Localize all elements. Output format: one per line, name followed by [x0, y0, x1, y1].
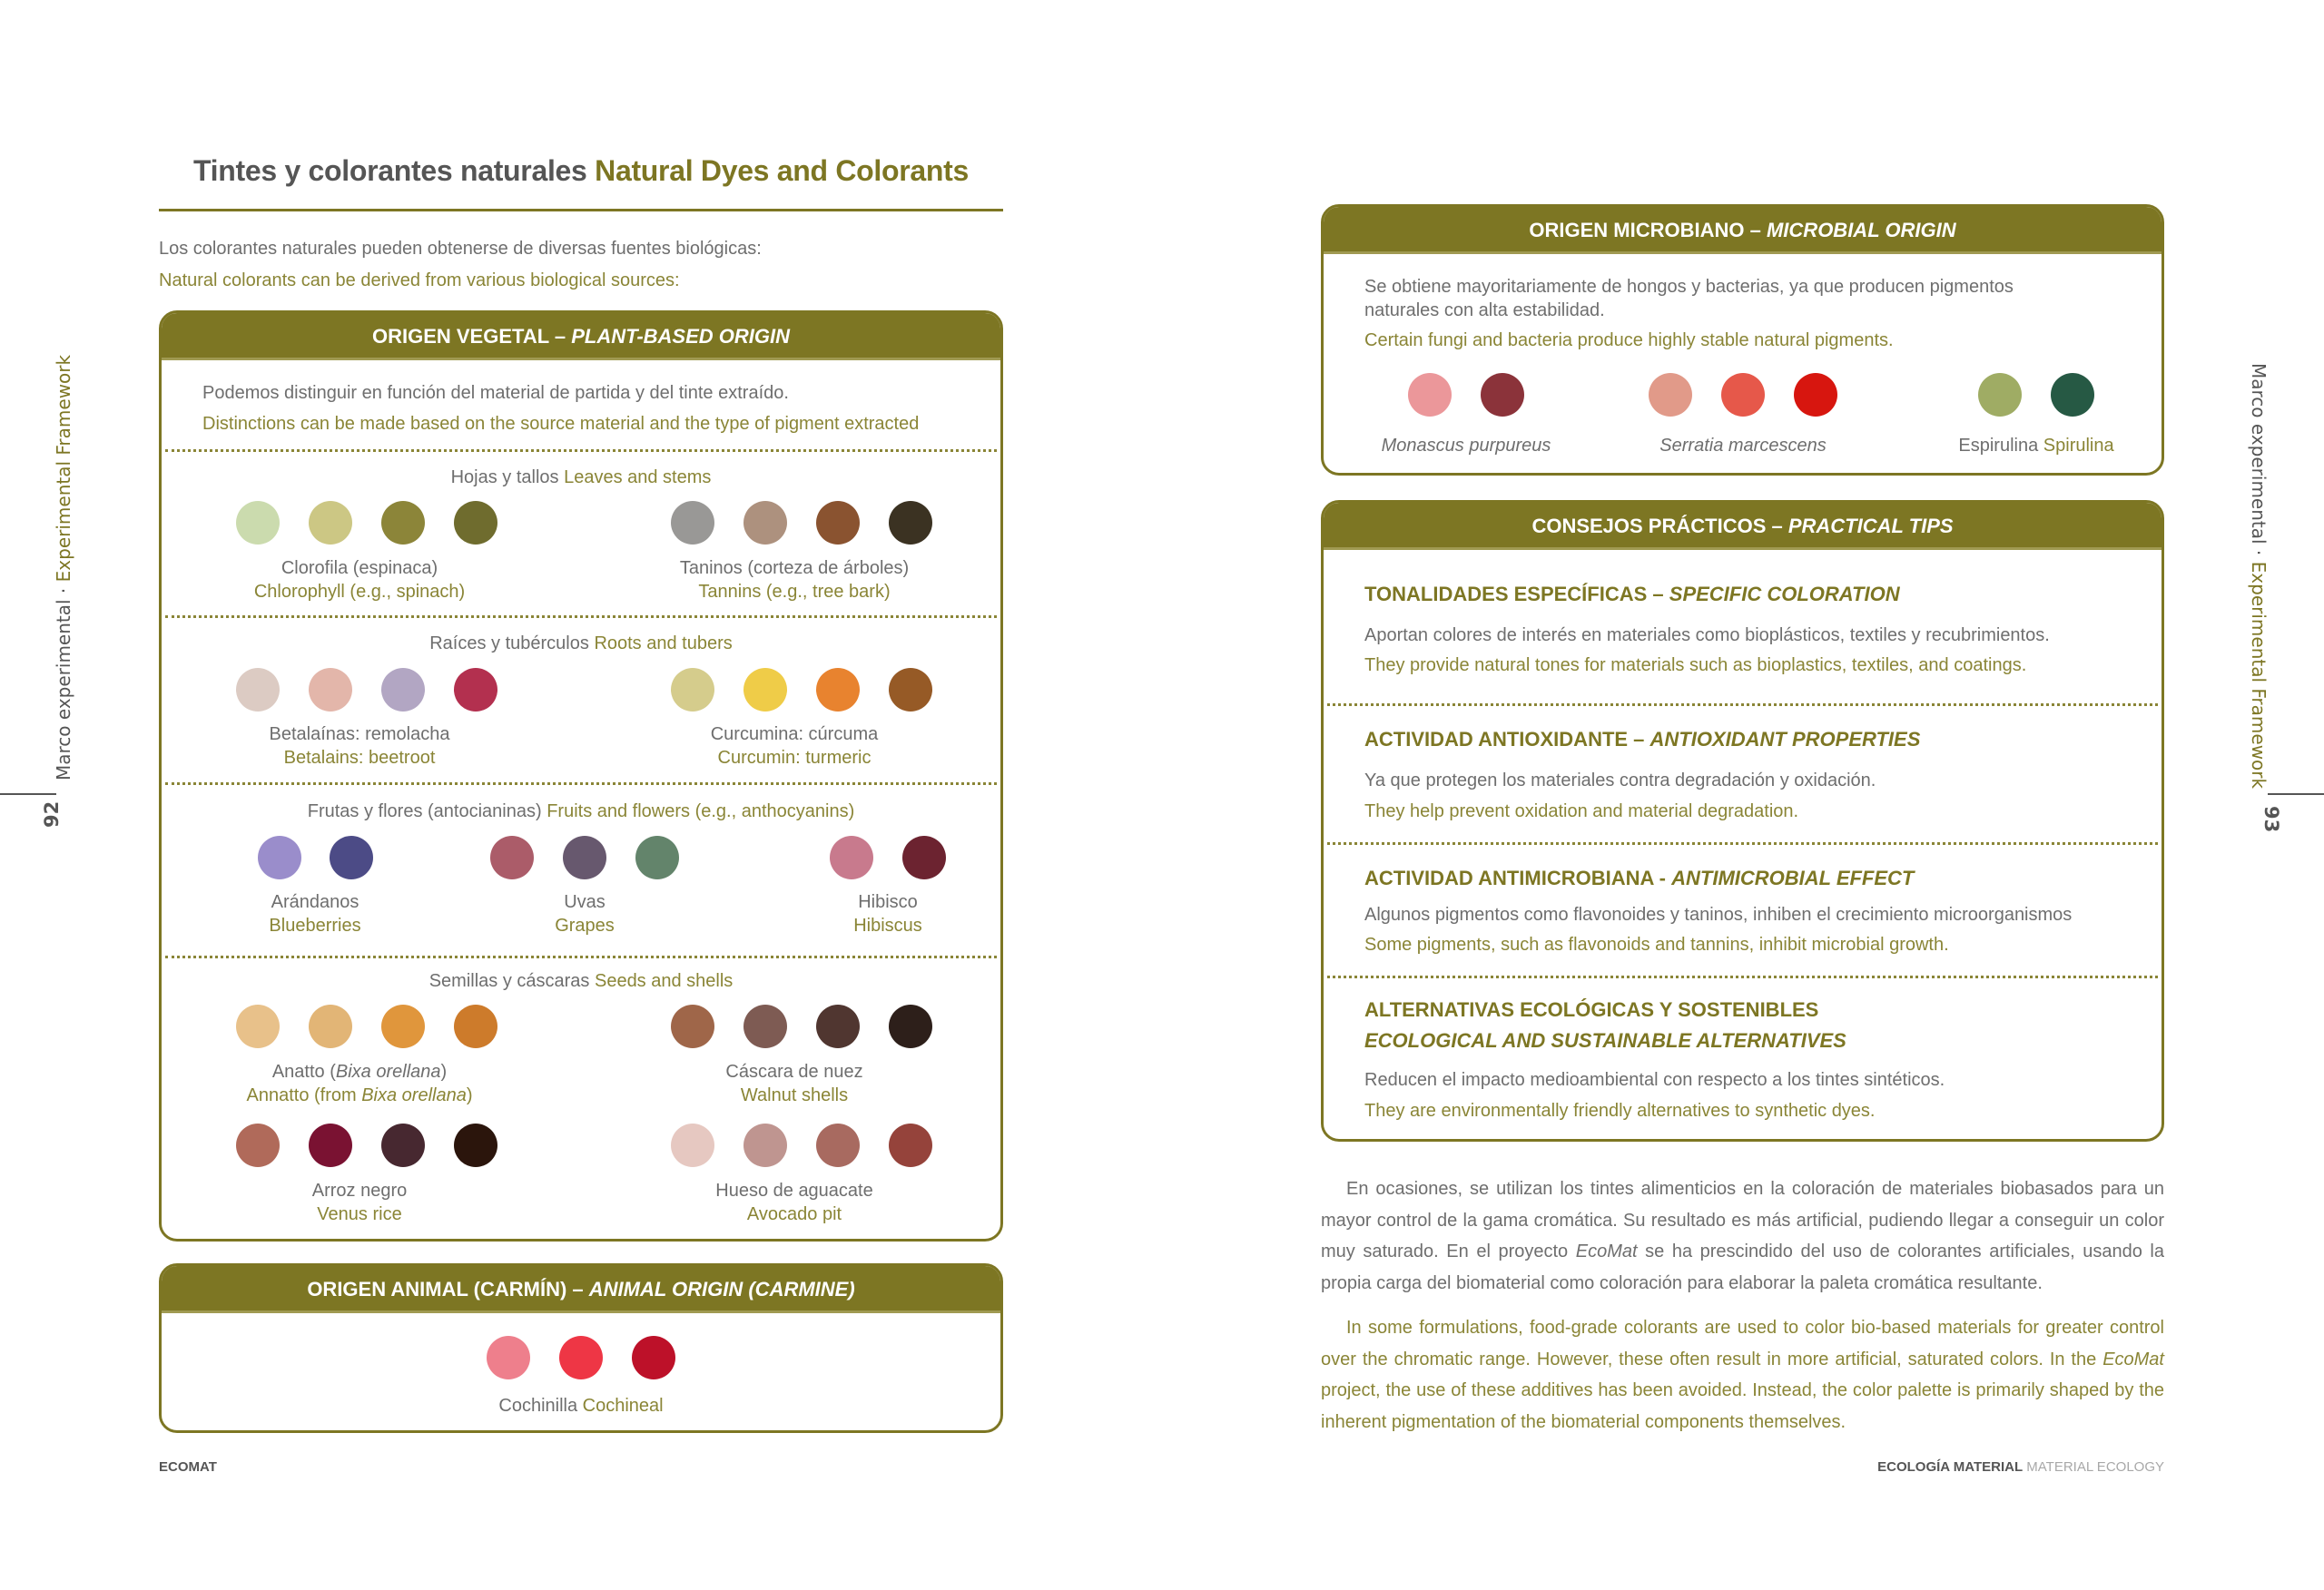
footer-right-en: MATERIAL ECOLOGY	[2026, 1459, 2164, 1475]
color-swatch	[1794, 373, 1837, 417]
label-betalains-en: Betalains: beetroot	[283, 748, 436, 768]
tip-title-es: ACTIVIDAD ANTIOXIDANTE –	[1364, 728, 1650, 751]
section-title-en: Fruits and flowers (e.g., anthocyanins)	[547, 801, 855, 821]
page-title-en: Natural Dyes and Colorants	[595, 154, 969, 187]
tip-title-antimicrobial	[1364, 867, 1914, 890]
color-swatch	[559, 1336, 603, 1379]
label-cochineal	[498, 1396, 663, 1417]
text: En ocasiones, se utilizan los tintes alimenticios en la coloración de materiales biobasados para un mayor control de la gama cromática. Su resultado es más artificial, pudiendo llegar a conseguir un color muy saturado. En el proyecto	[1321, 1179, 2164, 1261]
color-swatch	[381, 1005, 425, 1048]
color-swatch	[816, 1124, 860, 1167]
label-avocado-es: Hueso de aguacate	[715, 1181, 873, 1201]
color-swatch	[889, 668, 932, 712]
label-blueberries-es: Arándanos	[271, 892, 359, 912]
running-head-sep: ·	[53, 582, 74, 600]
tip-text-es: Aportan colores de interés en materiales como bioplásticos, textiles y recubrimientos.	[1364, 625, 2050, 645]
label-blueberries-en: Blueberries	[269, 916, 361, 936]
section-title-fruits	[308, 801, 855, 822]
color-swatch	[743, 1124, 787, 1167]
label-en: Cochineal	[582, 1396, 664, 1416]
plant-desc-es: Podemos distinguir en función del material de partida y del tinte extraído.	[202, 383, 789, 403]
text-italic: EcoMat	[1575, 1242, 1638, 1261]
tip-title-en: ANTIMICROBIAL EFFECT	[1671, 867, 1915, 889]
color-swatch	[889, 1124, 932, 1167]
tip-divider	[1327, 842, 2158, 845]
label-es: Espirulina	[1958, 436, 2039, 456]
label-en: Spirulina	[2043, 436, 2114, 456]
label-annatto-en	[246, 1085, 472, 1106]
color-swatch	[330, 836, 373, 879]
tip-title-antioxidant	[1364, 728, 1920, 751]
footer-left: ECOMAT	[159, 1459, 217, 1475]
tip-title-coloration	[1364, 583, 1900, 606]
page-title	[159, 154, 1003, 188]
tip-title-en: ANTIOXIDANT PROPERTIES	[1649, 728, 1921, 751]
tip-title-es: TONALIDADES ESPECÍFICAS –	[1364, 583, 1669, 605]
page-marker-rule	[0, 793, 56, 795]
label-hibiscus-en: Hibiscus	[853, 916, 922, 936]
label-annatto-es	[272, 1062, 447, 1083]
color-swatch	[743, 501, 787, 545]
tip-text-en: Some pigments, such as flavonoids and tannins, inhibit microbial growth.	[1364, 935, 1949, 955]
text: )	[440, 1062, 448, 1082]
plant-origin-box	[159, 310, 1003, 1242]
label-walnut-en: Walnut shells	[740, 1085, 849, 1105]
label-serratia: Serratia marcescens	[1659, 436, 1827, 456]
header-en: PLANT-BASED ORIGIN	[571, 325, 791, 348]
running-head-en: Experimental Framework	[53, 354, 74, 583]
intro-es: Los colorantes naturales pueden obtenerse de diversas fuentes biológicas:	[159, 239, 762, 259]
page-number-left: 92	[41, 800, 63, 828]
color-swatch	[1978, 373, 2022, 417]
color-swatch	[743, 668, 787, 712]
label-chlorophyll-es: Clorofila (espinaca)	[281, 558, 438, 578]
text: Anatto (	[271, 1062, 336, 1082]
label-chlorophyll-en: Chlorophyll (e.g., spinach)	[253, 582, 466, 602]
label-curcumin-en: Curcumin: turmeric	[717, 748, 872, 768]
header-es: ORIGEN ANIMAL (CARMÍN) –	[307, 1278, 589, 1300]
section-title-en: Leaves and stems	[564, 467, 712, 487]
microbial-desc-en: Certain fungi and bacteria produce highly stable natural pigments.	[1364, 330, 1894, 350]
label-walnut-es: Cáscara de nuez	[725, 1062, 863, 1082]
color-swatch	[671, 1005, 714, 1048]
tip-title-en: SPECIFIC COLORATION	[1669, 583, 1900, 605]
footer-right-es: ECOLOGÍA MATERIAL	[1877, 1459, 2024, 1475]
tip-text-en: They help prevent oxidation and material degradation.	[1364, 801, 1799, 821]
microbial-desc-es-1: Se obtiene mayoritariamente de hongos y bacterias, ya que producen pigmentos	[1364, 277, 2014, 297]
label-venus-rice-es: Arroz negro	[311, 1181, 408, 1201]
section-divider	[165, 956, 997, 958]
tip-text-en: They are environmentally friendly alternatives to synthetic dyes.	[1364, 1101, 1876, 1121]
color-swatch	[1481, 373, 1524, 417]
running-head-right	[2248, 363, 2270, 789]
color-swatch	[309, 501, 352, 545]
page-title-es: Tintes y colorantes naturales	[193, 154, 587, 187]
header-en: PRACTICAL TIPS	[1787, 515, 1954, 537]
color-swatch	[632, 1336, 675, 1379]
color-swatch	[816, 668, 860, 712]
section-title-es: Raíces y tubérculos	[429, 633, 589, 653]
color-swatch	[671, 668, 714, 712]
tip-divider	[1327, 703, 2158, 706]
section-title-seeds	[429, 971, 734, 992]
tip-title-ecological-en: ECOLOGICAL AND SUSTAINABLE ALTERNATIVES	[1364, 1029, 1846, 1052]
color-swatch	[671, 501, 714, 545]
color-swatch	[258, 836, 301, 879]
label-curcumin-es: Curcumina: cúrcuma	[710, 724, 879, 744]
tip-title-es: ACTIVIDAD ANTIMICROBIANA -	[1364, 867, 1672, 889]
color-swatch	[309, 1124, 352, 1167]
running-head-en: Experimental Framework	[2248, 561, 2270, 790]
section-title-es: Semillas y cáscaras	[428, 971, 590, 991]
color-swatch	[236, 1005, 280, 1048]
text: se ha prescindido del uso de colorantes artificiales, usando la propia carga del biomaterial como coloración para elaborar la paleta cromática resultante.	[1321, 1242, 2164, 1293]
color-swatch	[236, 668, 280, 712]
section-divider	[165, 449, 997, 452]
tip-text-es: Reducen el impacto medioambiental con respecto a los tintes sintéticos.	[1364, 1070, 1945, 1090]
color-swatch	[381, 501, 425, 545]
footer-right	[1877, 1459, 2164, 1475]
label-spirulina	[1958, 436, 2113, 456]
intro-en: Natural colorants can be derived from various biological sources:	[159, 270, 680, 290]
running-head-sep: ·	[2248, 544, 2270, 562]
text-italic: EcoMat	[2102, 1349, 2164, 1369]
text: )	[466, 1085, 473, 1105]
practical-tips-box	[1321, 500, 2164, 1142]
color-swatch	[454, 1124, 497, 1167]
animal-origin-header	[162, 1266, 1000, 1313]
practical-tips-header	[1324, 503, 2162, 550]
color-swatch	[381, 668, 425, 712]
tip-text-es: Ya que protegen los materiales contra degradación y oxidación.	[1364, 770, 1876, 790]
label-monascus: Monascus purpureus	[1381, 436, 1551, 456]
color-swatch	[490, 836, 534, 879]
label-grapes-en: Grapes	[555, 916, 615, 936]
color-swatch	[454, 1005, 497, 1048]
color-swatch	[236, 1124, 280, 1167]
plant-desc-en: Distinctions can be made based on the source material and the type of pigment extracted	[202, 414, 920, 434]
label-betalains-es: Betalaínas: remolacha	[269, 724, 450, 744]
section-title-es: Frutas y flores (antocianinas)	[307, 801, 542, 821]
section-title-en: Seeds and shells	[594, 971, 734, 991]
color-swatch	[309, 668, 352, 712]
section-title-leaves	[451, 467, 712, 488]
tip-text-es: Algunos pigmentos como flavonoides y taninos, inhiben el crecimiento microorganismos	[1364, 905, 2073, 925]
color-swatch	[635, 836, 679, 879]
page-marker-rule	[2268, 793, 2324, 795]
color-swatch	[381, 1124, 425, 1167]
label-avocado-en: Avocado pit	[746, 1204, 842, 1224]
tip-divider	[1327, 976, 2158, 978]
body-paragraph-en	[1321, 1312, 2164, 1438]
color-swatch	[671, 1124, 714, 1167]
text: In some formulations, food-grade colorants are used to color bio-based materials for greater control over the chromatic range. However, these often result in more artificial, saturated colors. In the	[1321, 1318, 2164, 1369]
color-swatch	[454, 668, 497, 712]
text: Annatto (from	[246, 1085, 362, 1105]
section-title-en: Roots and tubers	[594, 633, 733, 653]
text-italic: Bixa orellana	[361, 1085, 467, 1105]
label-grapes-es: Uvas	[564, 892, 606, 912]
label-tannins-es: Taninos (corteza de árboles)	[679, 558, 910, 578]
header-es: ORIGEN MICROBIANO –	[1529, 219, 1767, 241]
color-swatch	[563, 836, 606, 879]
microbial-origin-header	[1324, 207, 2162, 254]
running-head-es: Marco experimental	[53, 599, 74, 780]
label-venus-rice-en: Venus rice	[317, 1204, 402, 1224]
section-title-roots	[429, 633, 733, 654]
tip-title-ecological-es: ALTERNATIVAS ECOLÓGICAS Y SOSTENIBLES	[1364, 998, 1819, 1021]
color-swatch	[830, 836, 873, 879]
color-swatch	[487, 1336, 530, 1379]
color-swatch	[816, 1005, 860, 1048]
plant-origin-header	[162, 313, 1000, 360]
title-underline	[159, 209, 1003, 211]
color-swatch	[236, 501, 280, 545]
microbial-desc-es-2: naturales con alta estabilidad.	[1364, 300, 1605, 320]
body-paragraph-es	[1321, 1173, 2164, 1299]
color-swatch	[743, 1005, 787, 1048]
header-es: ORIGEN VEGETAL –	[371, 325, 572, 348]
color-swatch	[2051, 373, 2094, 417]
label-hibiscus-es: Hibisco	[858, 892, 918, 912]
color-swatch	[454, 501, 497, 545]
running-head-left	[53, 355, 74, 780]
color-swatch	[816, 501, 860, 545]
header-es: CONSEJOS PRÁCTICOS –	[1531, 515, 1788, 537]
running-head-es: Marco experimental	[2248, 363, 2270, 545]
color-swatch	[1649, 373, 1692, 417]
animal-origin-box	[159, 1263, 1003, 1433]
section-divider	[165, 615, 997, 618]
page-number-right: 93	[2260, 806, 2282, 833]
color-swatch	[889, 501, 932, 545]
text: project, the use of these additives has been avoided. Instead, the color palette is primarily shaped by the inherent pigmentation of the biomaterial components themselves.	[1321, 1380, 2164, 1432]
color-swatch	[309, 1005, 352, 1048]
section-title-es: Hojas y tallos	[450, 467, 559, 487]
microbial-origin-box	[1321, 204, 2164, 476]
section-divider	[165, 782, 997, 785]
color-swatch	[889, 1005, 932, 1048]
text-italic: Bixa orellana	[335, 1062, 441, 1082]
color-swatch	[902, 836, 946, 879]
color-swatch	[1408, 373, 1452, 417]
color-swatch	[1721, 373, 1765, 417]
header-en: MICROBIAL ORIGIN	[1766, 219, 1956, 241]
label-es: Cochinilla	[498, 1396, 578, 1416]
header-en: ANIMAL ORIGIN (CARMINE)	[588, 1278, 855, 1300]
tip-text-en: They provide natural tones for materials such as bioplastics, textiles, and coatings.	[1364, 655, 2027, 675]
label-tannins-en: Tannins (e.g., tree bark)	[698, 582, 891, 602]
